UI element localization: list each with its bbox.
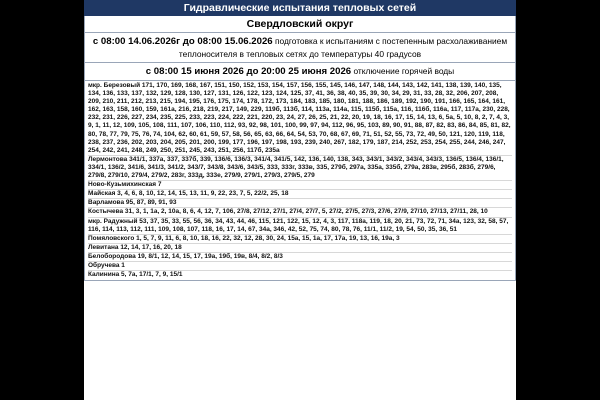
address-row-berezovy: мкр. Березовый 171, 170, 169, 168, 167, 151, 150, 152, 153, 154, 157, 156, 155, 145, 146, 147, 148, 144, 143, 142, 141, 138, 139, 140, 135, 134, 136, 133, 137, 132, 129, 128, 130, 127, 131, 126, 122, 123, 124, 125, 37, 41, 36, 38, 40, 35, 39, 30, 34, 29, 31, 33, 28, 32, 206, 207, 208, 209, 210, 211, 212, 213, 215, 194, 195, 176, 175, 174, 178, 172, 173, 184, 183, 185, 180, 181, 188, 186, 189, 192, 190, 191, 166, 165, 164, 161, 162, 163, 158, 160, 159, 161а, 216, 218, 219, 217, 149, 229, 119б, 113б, 114, 113а, 114а, 115, 115б, 115а, 116, 116б, 116а, 117, 117а, 230, 228, 232, 231, 226, 227, 234, 235, 225, 233, 223, 224, 222, 221, 220, 23, 24, 27, 26, 25, 21, 22, 20, 19, 18, 16, 17, 15, 14, 13, 6, 5а, 5, 10, 8, 2, 7, 4, 3, 9, 1, 11, 12, 109, 105, 108, 111, 107, 106, 110, 112, 93, 92, 98, 101, 100, 99, 97, 94, 112, 96, 95, 103, 89, 90, 91, 88, 87, 82, 83, 86, 84, 85, 81, 82, 80, 78, 77, 79, 75, 76, 74, 104, 62, 60, 61, 59, 57, 58, 56, 65, 63, 66, 64, 54, 53, 70, 68, 67, 69, 71, 51, 52, 55, 73, 72, 49, 50, 121, 120, 119, 118, 238, 237, 236, 202, 203, 204, 205, 201, 200, 199, 177, 196, 197, 198, 193, 239, 240, 267, 182, 179, 187, 214, 252, 253, 254, 255, 244, 246, 247, 254, 242, 241, 248, 249, 250, 251, 245, 243, 251, 256, 117б, 235а xyxy=(88,82,512,156)
address-row-levitana: Левитана 12, 14, 17, 16, 20, 18 xyxy=(88,244,512,253)
address-row-novo-kuzmikhinskaya: Ново-Кузьмихинская 7 xyxy=(88,181,512,190)
address-row-obrucheva: Обручева 1 xyxy=(88,262,512,271)
address-list xyxy=(84,81,516,281)
address-row-kalinina: Калинина 5, 7а, 17/1, 7, 9, 15/1 xyxy=(88,271,183,279)
page-title: Гидравлические испытания тепловых сетей xyxy=(84,0,516,16)
address-row-pomyalovskogo: Помяловского 1, 5, 7, 9, 11, 6, 8, 10, 18, 16, 22, 32, 12, 28, 30, 24, 15а, 15, 1а, 17, 17а, 19, 13, 16, 19а, 3 xyxy=(88,235,512,244)
announcement-sheet xyxy=(84,0,516,400)
preparation-text: подготовка к испытаниям с постепенным расхолаживанием теплоносителя в тепловых сетях до температуры 40 градусов xyxy=(178,36,508,59)
district-name: Свердловский округ xyxy=(84,16,516,33)
shutdown-period: с 08:00 15 июня 2026 до 20:00 25 июня 2026 xyxy=(145,66,352,77)
address-row-mayskaya: Майская 3, 4, 6, 8, 10, 12, 14, 15, 13, 11, 9, 22, 23, 7, 5, 22/2, 25, 18 xyxy=(88,190,512,199)
address-row-kostycheva: Костычева 31, 3, 1, 1а, 2, 10а, 8, 6, 4, 12, 7, 106, 27/8, 27/12, 27/1, 27/4, 27/7, 5, 27/2, 27/5, 27/3, 27/6, 27/9, 27/10, 27/13, 27/11, 28, 10 xyxy=(88,208,512,217)
shutdown-notice xyxy=(84,63,516,81)
address-row-beloborodova: Белобородова 19, 8/1, 12, 14, 15, 17, 19а, 19б, 19в, 8/4, 8/2, 8/3 xyxy=(88,253,512,262)
address-row-raduzhny: мкр. Радужный 53, 37, 35, 33, 55, 56, 36, 34, 43, 44, 46, 115, 121, 122, 15, 12, 4, 3, 117, 118а, 119, 18, 20, 21, 73, 72, 71, 34а, 123, 32, 58, 57, 116, 114, 113, 112, 111, 109, 108, 107, 118, 16, 17, 14, 67, 34а, 346, 42, 52, 75, 74, 80, 78, 76, 11/1, 11/2, 19, 54, 50, 35, 36, 51 xyxy=(88,218,512,235)
preparation-notice xyxy=(84,33,516,63)
address-row-lermontova: Лермонтова 341/1, 337а, 337, 337б, 339, 136/6, 136/3, 341/4, 341/5, 142, 136, 140, 138, 343, 343/1, 343/2, 343/4, 343/3, 136/5, 136/4, 136/1, 334/1, 136/2, 341/6, 341/3, 341/2, 343/7, 343/8, 343/6, 343/5, 333, 333г, 333в, 335, 279б, 297а, 335а, 335б, 279а, 283в, 295б, 283б, 279/6, 279/8, 279/10, 279/4, 279/2, 283г, 333д, 333е, 279/9, 279/1, 279/3, 279/5, 279 xyxy=(88,156,512,181)
address-row-varlamova: Варламова 95, 87, 89, 91, 93 xyxy=(88,199,512,208)
preparation-period: с 08:00 14.06.2026г до 08:00 15.06.2026 xyxy=(92,36,273,47)
shutdown-text: отключение горячей воды xyxy=(353,66,455,76)
